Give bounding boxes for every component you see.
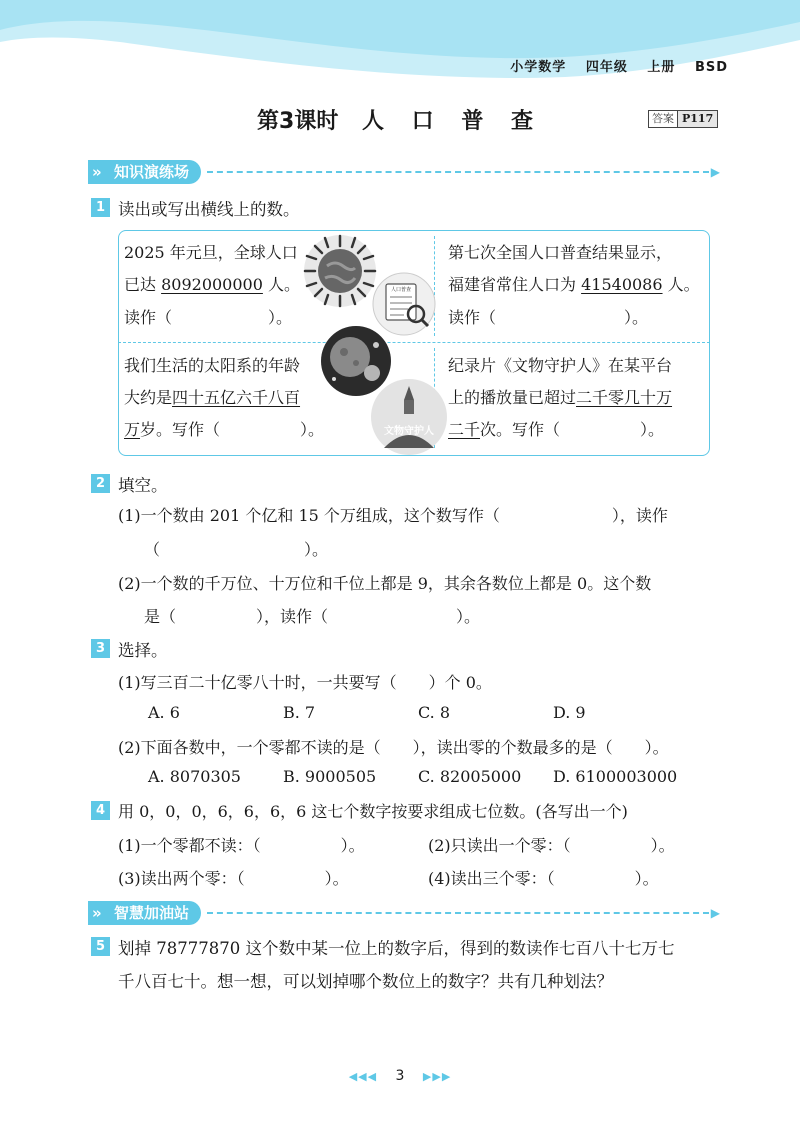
q4-part1[interactable]: (1)一个零都不读：（ ）。 — [118, 836, 365, 855]
header-edition: BSD — [694, 60, 728, 75]
question-number: 1 — [91, 198, 110, 217]
question-prompt: 选择。 — [118, 641, 168, 660]
question-number: 4 — [91, 801, 110, 820]
answer-badge[interactable] — [648, 110, 718, 128]
q3-option-b[interactable]: B. 7 — [283, 703, 316, 722]
q4-part2[interactable]: (2)只读出一个零：（ ）。 — [428, 836, 675, 855]
q1b-answer-line[interactable]: 读作（ ）。 — [448, 308, 649, 327]
page-footer — [0, 1068, 800, 1084]
header-wave — [0, 0, 800, 95]
q1b-line2: 福建省常住人口为 41540086 人。 — [448, 275, 700, 294]
q3-option-a[interactable]: A. 8070305 — [148, 767, 241, 786]
globe-crowd-illustration — [303, 234, 377, 308]
q3-option-c[interactable]: C. 8 — [418, 703, 451, 722]
question-number: 3 — [91, 639, 110, 658]
lesson-topic: 人 口 普 查 — [362, 109, 543, 134]
q2-part1-line1[interactable]: (1)一个数由 201 个亿和 15 个万组成，这个数写作（ ），读作 — [118, 506, 668, 525]
q2-part2-line1: (2)一个数的千万位、十万位和千位上都是 9，其余各数位上都是 0。这个数 — [118, 574, 652, 593]
section-title: 智慧加油站 — [114, 904, 190, 922]
next-arrows-icon: ▶▶▶ — [422, 1070, 452, 1083]
q1d-line3[interactable]: 二千次。写作（ ）。 — [448, 420, 665, 439]
q5-line1: 划掉 78777870 这个数中某一位上的数字后，得到的数读作七百八十七万七 — [118, 939, 675, 958]
lesson-number: 第3课时 — [257, 109, 339, 134]
page-number: 3 — [395, 1068, 405, 1084]
q1c-line1: 我们生活的太阳系的年龄 — [124, 356, 301, 375]
section-banner-challenge — [88, 901, 720, 925]
q3-part2[interactable]: (2)下面各数中，一个零都不读的是（ ），读出零的个数最多的是（ ）。 — [118, 738, 669, 757]
question-prompt: 读出或写出横线上的数。 — [118, 200, 300, 219]
header-volume: 上册 — [647, 60, 676, 75]
answer-label: 答案 — [649, 111, 678, 127]
divider — [118, 342, 710, 343]
section-banner-practice — [88, 160, 720, 184]
q3-option-d[interactable]: D. 9 — [553, 703, 586, 722]
q1c-line2: 大约是四十五亿六千八百 — [124, 388, 301, 407]
answer-page: P117 — [678, 111, 717, 127]
q5-line2: 千八百七十。想一想，可以划掉哪个数位上的数字？共有几种划法？ — [118, 972, 613, 991]
question-prompt: 用 0，0，0，6，6，6，6 这七个数字按要求组成七位数。(各写出一个) — [118, 802, 628, 821]
q2-part2-line2[interactable]: 是（ ），读作（ ）。 — [144, 607, 481, 626]
q3-option-c[interactable]: C. 82005000 — [418, 767, 522, 786]
documentary-caption: 文物守护人 — [384, 426, 434, 437]
documentary-poster-illustration — [370, 378, 448, 456]
question-prompt: 填空。 — [118, 476, 168, 495]
q1a-line1: 2025 年元旦，全球人口 — [124, 243, 298, 262]
chevron-icon: » — [92, 904, 102, 922]
q1b-number: 41540086 — [581, 275, 663, 294]
q3-option-d[interactable]: D. 6100003000 — [553, 767, 678, 786]
header-meta — [496, 56, 728, 75]
header-subject: 小学数学 — [510, 60, 567, 75]
prev-arrows-icon: ◀◀◀ — [348, 1070, 378, 1083]
section-title: 知识演练场 — [114, 163, 190, 181]
q1a-answer-line[interactable]: 读作（ ）。 — [124, 308, 293, 327]
question-number: 2 — [91, 474, 110, 493]
census-card-title: 人口普查 — [390, 287, 412, 293]
q1d-line1: 纪录片《文物守护人》在某平台 — [448, 356, 673, 375]
q1a-line2: 已达 8092000000 人。 — [124, 275, 300, 294]
question-number: 5 — [91, 937, 110, 956]
arrow-right-icon: ▶ — [710, 906, 720, 920]
chevron-icon: » — [92, 163, 102, 181]
q2-part1-line2[interactable]: （ ）。 — [144, 540, 329, 559]
q3-part1[interactable]: (1)写三百二十亿零八十时，一共要写（ ）个 0。 — [118, 673, 492, 692]
arrow-right-icon: ▶ — [710, 165, 720, 179]
q1a-number: 8092000000 — [161, 275, 263, 294]
header-grade: 四年级 — [585, 60, 628, 75]
q1c-line3[interactable]: 万岁。写作（ ）。 — [124, 420, 325, 439]
q1c-number: 四十五亿六千八百 — [172, 388, 301, 407]
q1d-number: 二千零几十万 — [576, 388, 673, 407]
q4-part3[interactable]: (3)读出两个零：（ ）。 — [118, 869, 349, 888]
q1d-line2: 上的播放量已超过二千零几十万 — [448, 388, 673, 407]
q3-option-b[interactable]: B. 9000505 — [283, 767, 377, 786]
q3-option-a[interactable]: A. 6 — [148, 703, 180, 722]
q4-part4[interactable]: (4)读出三个零：（ ）。 — [428, 869, 659, 888]
q1b-line1: 第七次全国人口普查结果显示， — [448, 243, 673, 262]
